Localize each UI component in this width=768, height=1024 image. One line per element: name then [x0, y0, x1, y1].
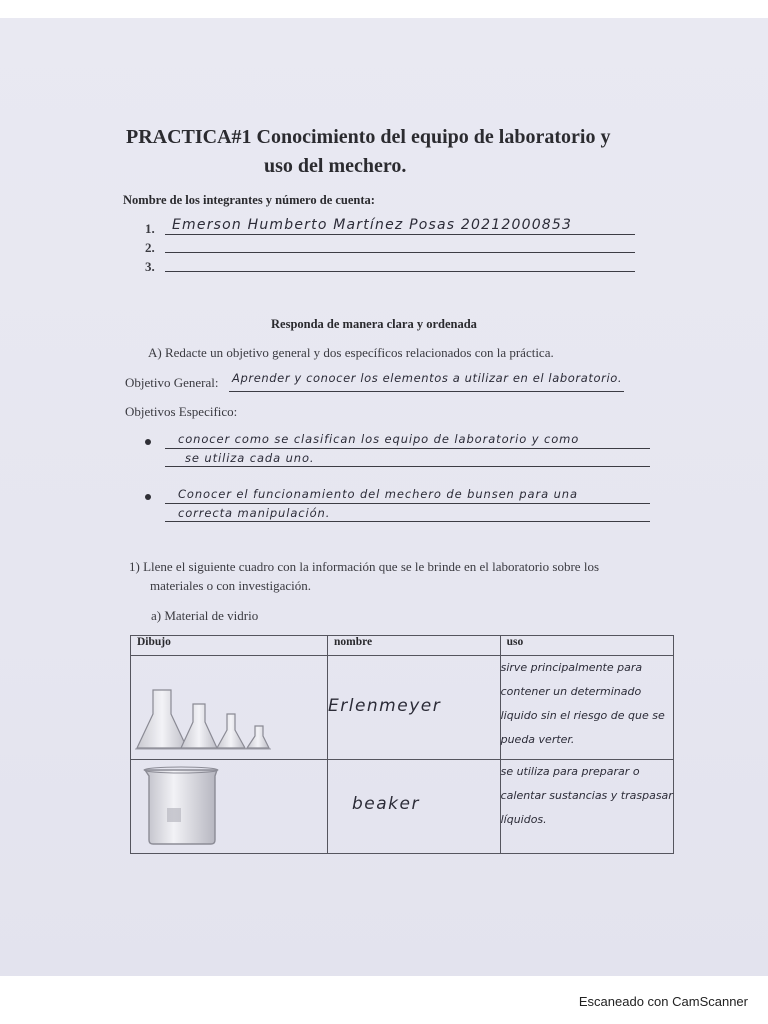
objetivo-especifico-1-line1: conocer como se clasifican los equipo de laboratorio y como	[178, 432, 580, 446]
question-a: A) Redacte un objetivo general y dos específicos relacionados con la práctica.	[148, 345, 554, 360]
practice-title-line2: uso del mechero.	[264, 155, 407, 177]
objetivo-especifico-1-rule2	[165, 466, 650, 467]
instructions-heading: Responda de manera clara y ordenada	[271, 317, 477, 331]
member-number-1: 1.	[145, 221, 155, 236]
table-row	[131, 656, 674, 760]
objetivo-especifico-2-rule2	[165, 521, 650, 522]
bullet-icon	[145, 439, 151, 445]
question-1-line2: materiales o con investigación.	[150, 578, 312, 593]
objetivo-general-label: Objetivo General:	[125, 375, 219, 390]
table-header-dibujo: Dibujo	[131, 636, 328, 656]
table-header-nombre: nombre	[328, 636, 501, 656]
member-name-1: Emerson Humberto Martínez Posas 20212000853	[172, 217, 573, 233]
member-line-1	[165, 234, 635, 235]
table-row	[131, 760, 674, 854]
member-number-3: 3.	[145, 259, 155, 274]
camscanner-footer: Escaneado con CamScanner	[578, 994, 748, 1009]
table-cell-nombre: Erlenmeyer	[328, 656, 501, 760]
member-number-2: 2.	[145, 240, 155, 255]
members-heading: Nombre de los integrantes y número de cuenta:	[123, 193, 375, 207]
objetivos-especificos-label: Objetivos Especifico:	[125, 404, 238, 419]
section-a-heading: a) Material de vidrio	[151, 608, 259, 623]
objetivo-especifico-1-line2: se utiliza cada uno.	[185, 451, 315, 465]
drawing-cell	[131, 760, 328, 854]
practice-title-line1: PRACTICA#1 Conocimiento del equipo de laboratorio y	[126, 126, 611, 148]
drawing-cell	[131, 656, 328, 760]
objetivo-especifico-2-line1: Conocer el funcionamiento del mechero de bunsen para una	[178, 487, 578, 501]
member-line-2	[165, 252, 635, 253]
bullet-icon	[145, 494, 151, 500]
objetivo-general-value: Aprender y conocer los elementos a utilizar en el laboratorio.	[232, 371, 623, 385]
table-cell-uso: sirve principalmente para contener un determinado liquido sin el riesgo de que se pueda verter.	[500, 656, 673, 760]
objetivo-especifico-2-line2: correcta manipulación.	[178, 506, 331, 520]
beaker-image	[131, 760, 327, 848]
objetivo-especifico-1-rule1	[165, 448, 650, 449]
table-cell-uso: se utiliza para preparar o calentar sustancias y traspasar líquidos.	[500, 760, 673, 854]
table-header-uso: uso	[500, 636, 673, 656]
table-header-row	[131, 636, 674, 656]
table-cell-nombre: beaker	[328, 760, 501, 854]
member-line-3	[165, 271, 635, 272]
glassware-table	[130, 635, 674, 854]
objetivo-especifico-2-rule1	[165, 503, 650, 504]
objetivo-general-line	[229, 391, 624, 392]
question-1-line1: 1) Llene el siguiente cuadro con la información que se le brinde en el laboratorio sobre los	[129, 559, 599, 574]
erlenmeyer-flasks-image	[131, 656, 327, 754]
